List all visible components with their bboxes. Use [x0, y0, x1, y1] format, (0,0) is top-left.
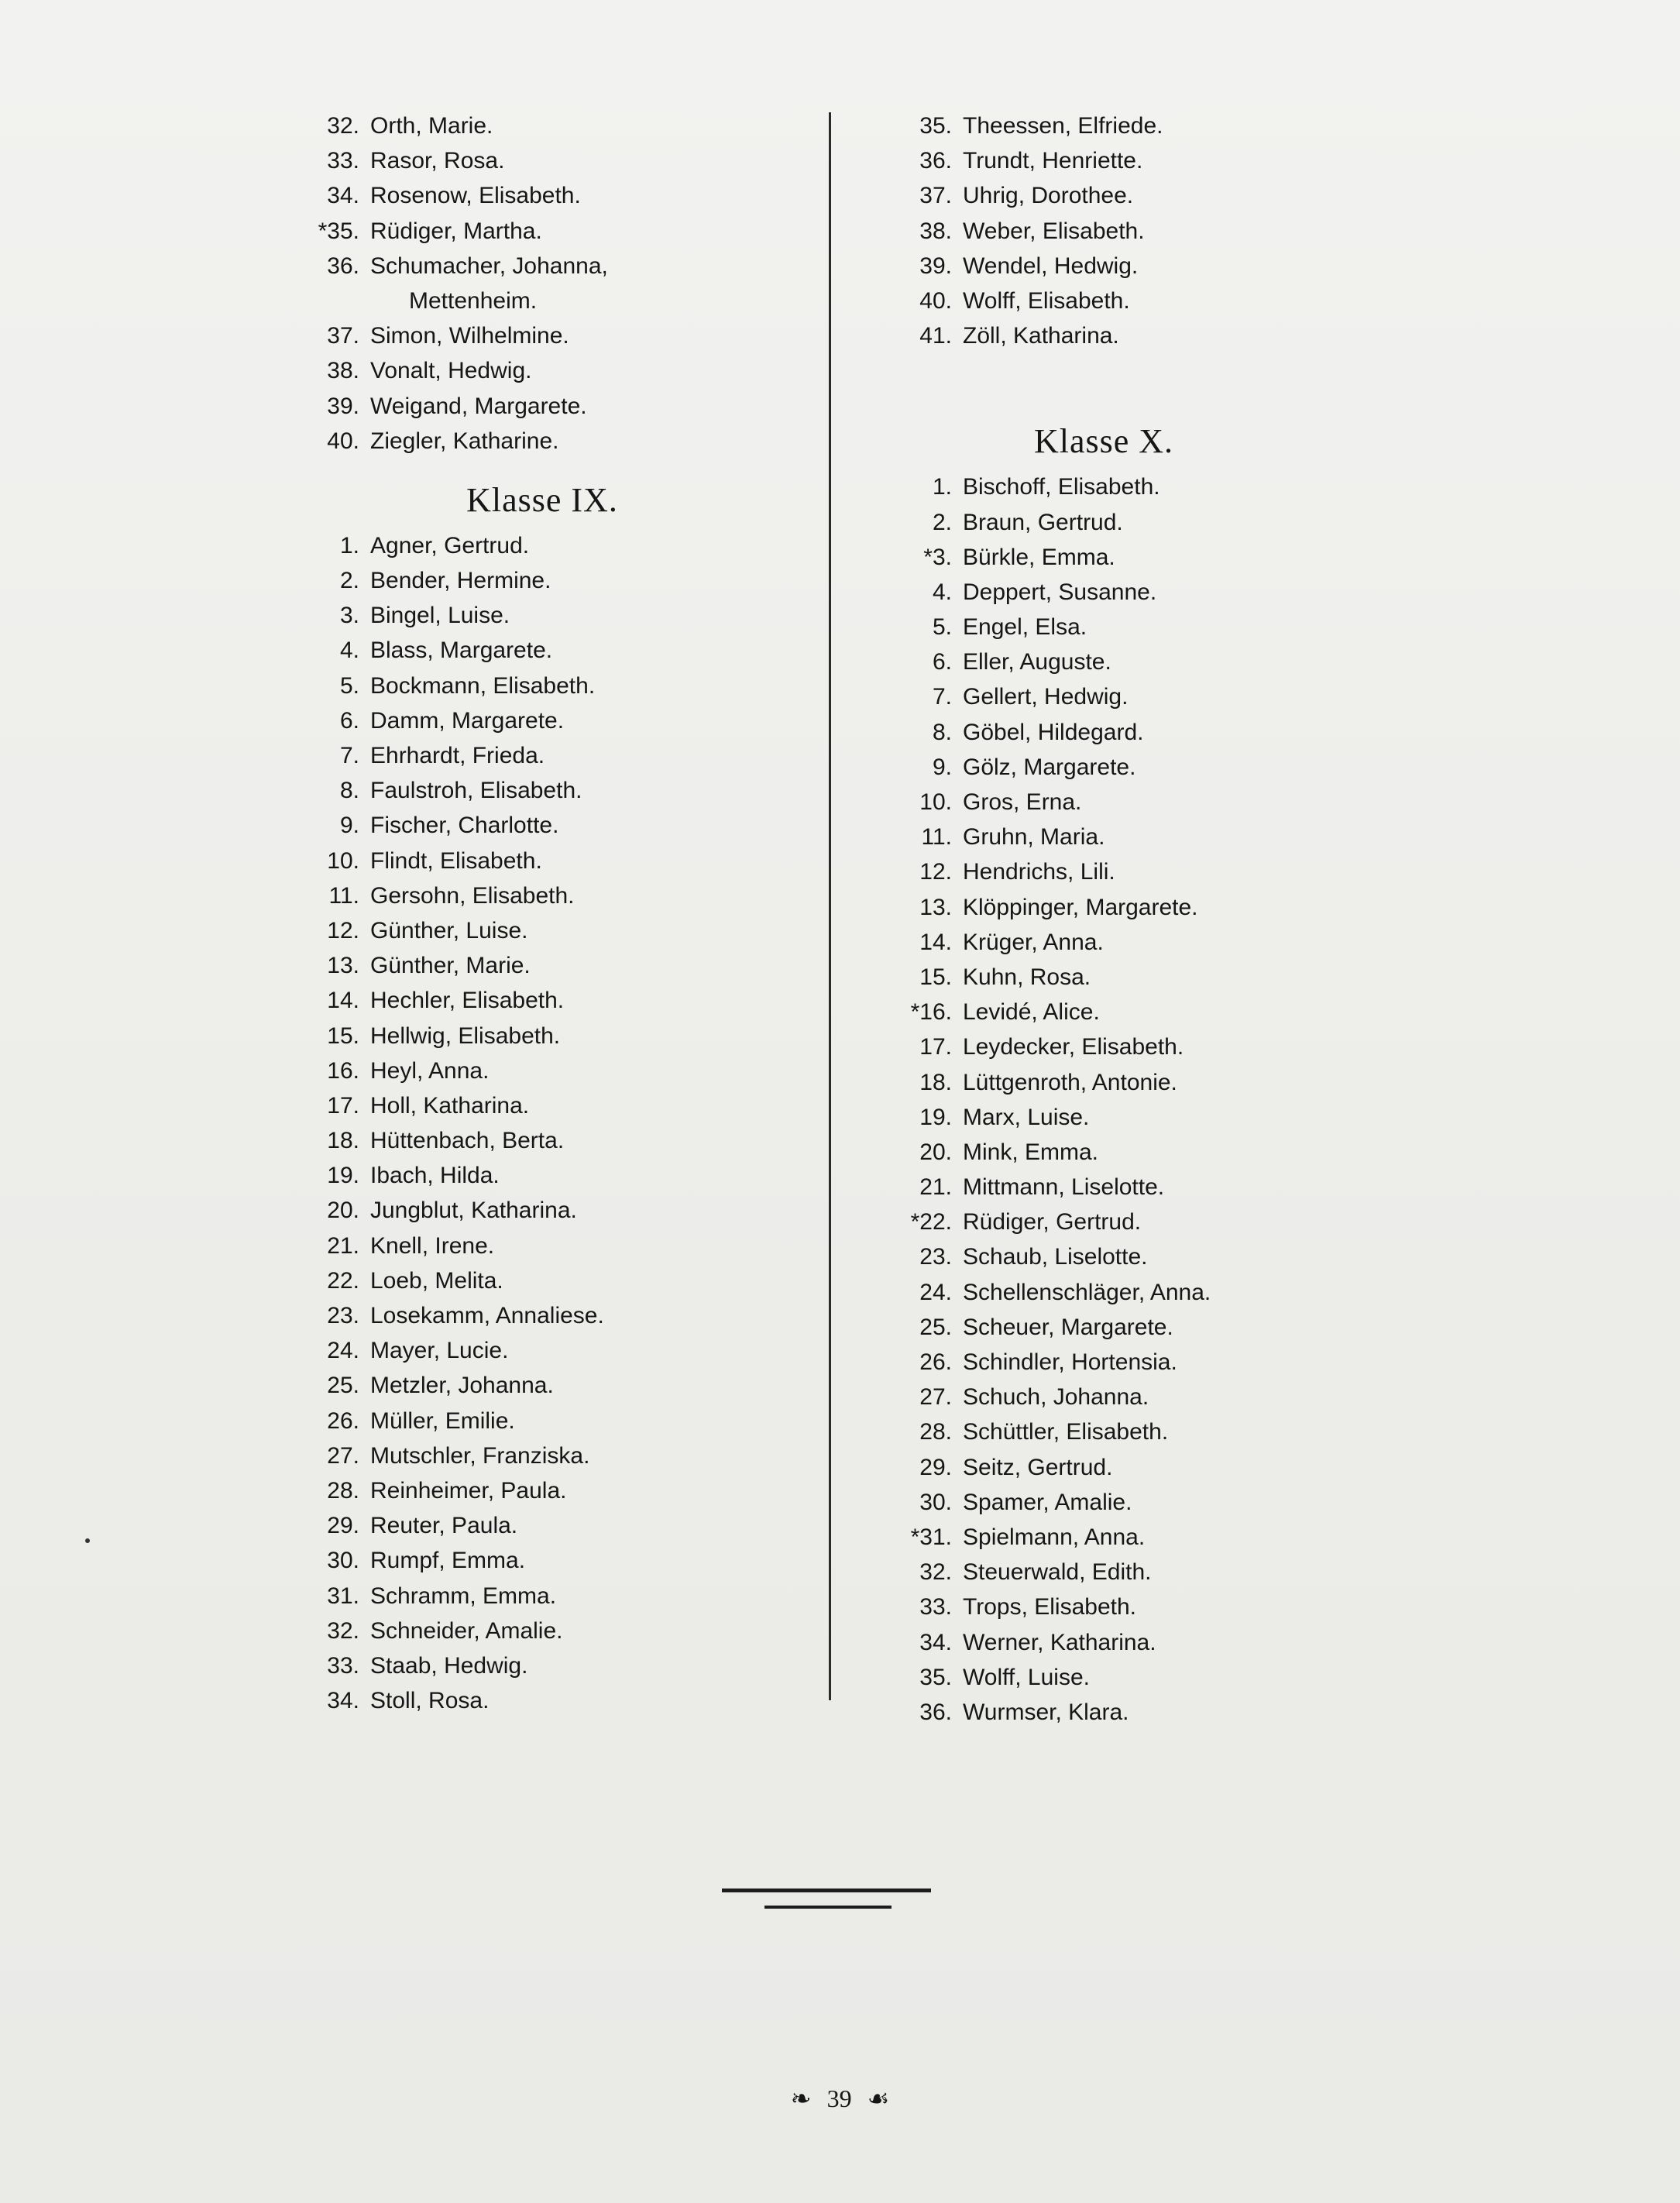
list-item: [310, 528, 705, 563]
list-item: [902, 178, 1251, 213]
list-item: [310, 353, 705, 388]
entry-number: 26.: [327, 1407, 359, 1434]
entry-name: Holl, Katharina.: [370, 1092, 530, 1119]
list-item: [902, 1205, 1251, 1239]
list-item: [902, 1660, 1251, 1695]
entry-number: 24.: [327, 1338, 359, 1364]
entry-number: 20.: [327, 1198, 359, 1224]
entry-name: Hechler, Elisabeth.: [370, 988, 565, 1014]
entry-number: 33.: [919, 1594, 952, 1620]
entry-number: 30.: [919, 1489, 952, 1515]
entry-number: 4.: [339, 638, 359, 664]
list-item: [310, 1019, 705, 1053]
entry-name: Spielmann, Anna.: [963, 1524, 1146, 1550]
entry-name: Hüttenbach, Berta.: [370, 1128, 565, 1154]
entry-number: 2.: [339, 568, 359, 594]
list-item: [902, 1485, 1251, 1520]
list-item: [310, 878, 705, 913]
entry-number: 36.: [919, 1699, 952, 1725]
entry-name: Schramm, Emma.: [370, 1583, 557, 1609]
entry-name: Jungblut, Katharina.: [370, 1198, 577, 1224]
entry-number: 39.: [919, 253, 952, 279]
entry-number: *35.: [318, 218, 359, 244]
list-item: [902, 318, 1251, 353]
entry-number: 27.: [919, 1384, 952, 1411]
list-item: [902, 644, 1251, 679]
entry-name: Vonalt, Hedwig.: [370, 358, 532, 384]
entry-name: Gersohn, Elisabeth.: [370, 882, 575, 909]
list-item: [902, 469, 1251, 504]
list-item: [310, 738, 705, 773]
right-list-top: [902, 108, 1251, 353]
entry-name: Bockmann, Elisabeth.: [370, 672, 596, 699]
list-item: [902, 1625, 1251, 1660]
entry-number: 11.: [328, 882, 359, 909]
entry-number: 18.: [327, 1128, 359, 1154]
list-item: [902, 1450, 1251, 1485]
entry-number: 23.: [919, 1244, 952, 1270]
entry-number: 9.: [339, 813, 359, 839]
list-item: [310, 1229, 705, 1263]
list-item: [310, 1368, 705, 1403]
list-item: [310, 108, 705, 143]
entry-number: 40.: [327, 428, 359, 454]
entry-number: 7.: [932, 684, 952, 710]
entry-number: *16.: [910, 999, 952, 1026]
list-item: [310, 668, 705, 703]
class-ix-heading: Klasse IX.: [466, 480, 618, 519]
entry-number: 17.: [919, 1034, 952, 1060]
entry-number: 32.: [327, 1617, 359, 1644]
entry-number: 15.: [919, 964, 952, 990]
list-item: [310, 1543, 705, 1578]
list-item: [902, 1170, 1251, 1205]
list-item: [310, 844, 705, 878]
list-item: [310, 178, 705, 213]
entry-name: Trundt, Henriette.: [963, 148, 1143, 174]
entry-name: Steuerwald, Edith.: [963, 1559, 1152, 1586]
entry-name: Staab, Hedwig.: [370, 1652, 528, 1679]
entry-name: Deppert, Susanne.: [963, 579, 1157, 605]
ornament-right-icon: ☙: [867, 2084, 890, 2112]
entry-number: 17.: [327, 1092, 359, 1119]
entry-number: 11.: [921, 824, 952, 851]
list-item: [310, 1614, 705, 1648]
entry-name: Mayer, Lucie.: [370, 1338, 509, 1364]
list-item: [902, 249, 1251, 284]
list-item: [310, 983, 705, 1018]
list-item: [310, 598, 705, 633]
entry-number: 8.: [932, 719, 952, 745]
entry-number: 13.: [919, 894, 952, 920]
entry-name: Braun, Gertrud.: [963, 509, 1123, 535]
list-item: [902, 679, 1251, 714]
list-item: [310, 214, 705, 249]
entry-name: Mutschler, Franziska.: [370, 1442, 590, 1469]
entry-number: 14.: [919, 929, 952, 955]
entry-name: Loeb, Melita.: [370, 1267, 503, 1294]
list-item: [902, 610, 1251, 644]
entry-name: Wolff, Elisabeth.: [963, 287, 1130, 314]
entry-name: Gölz, Margarete.: [963, 754, 1136, 780]
entry-name: Rüdiger, Martha.: [370, 218, 542, 244]
list-item: [310, 703, 705, 738]
entry-number: 32.: [327, 113, 359, 139]
entry-number: 34.: [327, 183, 359, 209]
entry-number: 5.: [932, 614, 952, 641]
entry-number: 33.: [327, 148, 359, 174]
list-item: [310, 1158, 705, 1193]
entry-number: 36.: [919, 148, 952, 174]
entry-name: Levidé, Alice.: [963, 999, 1100, 1026]
entry-name: Gruhn, Maria.: [963, 824, 1105, 851]
entry-number: 9.: [932, 754, 952, 780]
list-item: [902, 1239, 1251, 1274]
ink-speck: [85, 1538, 90, 1543]
entry-number: 29.: [919, 1454, 952, 1480]
entry-name: Kuhn, Rosa.: [963, 964, 1091, 990]
entry-name: Weber, Elisabeth.: [963, 218, 1145, 244]
entry-number: 6.: [339, 707, 359, 734]
list-item: [902, 1345, 1251, 1380]
list-item: [310, 913, 705, 948]
entry-number: 16.: [327, 1057, 359, 1084]
list-item: [902, 284, 1251, 318]
list-item: [902, 995, 1251, 1029]
entry-number: 33.: [327, 1652, 359, 1679]
list-item: [310, 1193, 705, 1228]
entry-number: 6.: [932, 649, 952, 675]
entry-number: 23.: [327, 1303, 359, 1328]
list-item: [310, 249, 705, 284]
spacer: [902, 353, 1251, 400]
entry-name: Heyl, Anna.: [370, 1057, 490, 1084]
entry-name: Eller, Auguste.: [963, 649, 1111, 675]
column-divider: [829, 112, 831, 1700]
list-item: [902, 540, 1251, 575]
list-item: [902, 1555, 1251, 1590]
list-item: [902, 1590, 1251, 1624]
entry-number: 32.: [919, 1559, 952, 1586]
entry-name: Agner, Gertrud.: [370, 532, 530, 558]
list-item: [902, 1310, 1251, 1345]
list-item: [902, 505, 1251, 540]
entry-number: 3.: [339, 603, 359, 629]
entry-name: Schaub, Liselotte.: [963, 1244, 1148, 1270]
entry-name: Losekamm, Annaliese.: [370, 1303, 604, 1328]
entry-number: 18.: [919, 1069, 952, 1095]
list-item: [902, 1100, 1251, 1135]
entry-number: 20.: [919, 1139, 952, 1165]
entry-name: Lüttgenroth, Antonie.: [963, 1069, 1177, 1095]
entry-name: Mink, Emma.: [963, 1139, 1099, 1165]
entry-name: Ibach, Hilda.: [370, 1163, 500, 1189]
entry-number: 2.: [932, 509, 952, 535]
entry-number: 30.: [327, 1548, 359, 1574]
entry-name: Rosenow, Elisabeth.: [370, 183, 581, 209]
entry-number: *22.: [910, 1209, 952, 1236]
list-item: [310, 1333, 705, 1368]
list-item: [902, 108, 1251, 143]
list-item: [310, 1579, 705, 1614]
list-item: [902, 854, 1251, 889]
entry-name: Knell, Irene.: [370, 1232, 495, 1259]
entry-name: Schneider, Amalie.: [370, 1617, 563, 1644]
entry-name: Faulstroh, Elisabeth.: [370, 778, 582, 804]
list-item: [310, 1473, 705, 1508]
entry-name: Mettenheim.: [409, 287, 538, 314]
ornament-left-icon: ❧: [790, 2084, 812, 2112]
entry-name: Fischer, Charlotte.: [370, 813, 559, 839]
entry-number: 19.: [327, 1163, 359, 1189]
entry-number: 28.: [327, 1477, 359, 1504]
closing-rule-short: [764, 1906, 892, 1909]
list-item: [310, 143, 705, 178]
entry-name: Metzler, Johanna.: [370, 1373, 554, 1399]
entry-number: 1.: [339, 532, 359, 558]
entry-number: 29.: [327, 1513, 359, 1539]
entry-number: 41.: [919, 323, 952, 349]
list-item: [310, 1683, 705, 1718]
entry-name: Ehrhardt, Frieda.: [370, 743, 545, 768]
entry-number: 25.: [327, 1373, 359, 1399]
entry-name: Trops, Elisabeth.: [963, 1594, 1136, 1620]
entry-name: Reuter, Paula.: [370, 1513, 518, 1539]
left-column: [310, 108, 705, 1718]
entry-number: 37.: [327, 323, 359, 349]
left-list-bottom: [310, 528, 705, 1718]
entry-number: 14.: [327, 988, 359, 1014]
entry-name: Hellwig, Elisabeth.: [370, 1022, 561, 1049]
list-item: [310, 389, 705, 424]
entry-name: Schellenschläger, Anna.: [963, 1279, 1211, 1305]
entry-number: 1.: [932, 474, 952, 500]
list-item: [310, 1404, 705, 1438]
list-item: [902, 820, 1251, 854]
entry-name: Ziegler, Katharine.: [370, 428, 559, 454]
left-list-top: [310, 108, 705, 459]
entry-number: 39.: [327, 393, 359, 419]
list-item: [902, 1520, 1251, 1555]
list-item: [902, 1695, 1251, 1730]
entry-name: Bischoff, Elisabeth.: [963, 474, 1160, 500]
entry-number: 10.: [919, 789, 952, 815]
entry-name: Werner, Katharina.: [963, 1629, 1156, 1655]
entry-name: Müller, Emilie.: [370, 1407, 515, 1434]
entry-name: Bender, Hermine.: [370, 568, 551, 594]
entry-name: Simon, Wilhelmine.: [370, 323, 569, 349]
list-item: [902, 1275, 1251, 1310]
list-item: [310, 1263, 705, 1298]
list-item: [310, 948, 705, 983]
entry-name: Göbel, Hildegard.: [963, 719, 1144, 745]
list-item: [902, 1135, 1251, 1170]
list-item: [310, 424, 705, 459]
entry-name: Spamer, Amalie.: [963, 1489, 1132, 1515]
entry-number: 28.: [919, 1419, 952, 1445]
entry-name: Stoll, Rosa.: [370, 1688, 490, 1714]
entry-name: Damm, Margarete.: [370, 707, 565, 734]
entry-number: 34.: [919, 1629, 952, 1655]
entry-name: Rumpf, Emma.: [370, 1548, 526, 1574]
entry-number: 38.: [327, 358, 359, 384]
list-item: [310, 284, 705, 318]
entry-name: Engel, Elsa.: [963, 614, 1087, 641]
entry-name: Rüdiger, Gertrud.: [963, 1209, 1142, 1236]
entry-number: 12.: [327, 917, 359, 943]
entry-number: 35.: [919, 113, 952, 139]
list-item: [902, 1029, 1251, 1064]
list-item: [310, 1298, 705, 1333]
list-item: [902, 925, 1251, 960]
entry-number: 27.: [327, 1442, 359, 1469]
entry-number: 35.: [919, 1664, 952, 1690]
list-item: [310, 1088, 705, 1123]
entry-number: 21.: [919, 1174, 952, 1201]
entry-number: 15.: [327, 1022, 359, 1049]
entry-name: Flindt, Elisabeth.: [370, 847, 542, 874]
entry-name: Reinheimer, Paula.: [370, 1477, 567, 1504]
entry-name: Uhrig, Dorothee.: [963, 183, 1134, 209]
entry-number: 26.: [919, 1349, 952, 1375]
entry-number: *3.: [923, 544, 952, 570]
entry-number: 38.: [919, 218, 952, 244]
list-item: [310, 1123, 705, 1158]
right-column: [902, 108, 1251, 1730]
list-item: [902, 785, 1251, 820]
entry-name: Weigand, Margarete.: [370, 393, 587, 419]
list-item: [310, 1508, 705, 1543]
entry-name: Gros, Erna.: [963, 789, 1082, 815]
entry-name: Wolff, Luise.: [963, 1664, 1090, 1690]
entry-number: 37.: [919, 183, 952, 209]
list-item: [902, 960, 1251, 995]
entry-name: Schüttler, Elisabeth.: [963, 1419, 1169, 1445]
entry-name: Seitz, Gertrud.: [963, 1454, 1113, 1480]
list-item: [902, 750, 1251, 785]
entry-name: Schuch, Johanna.: [963, 1384, 1149, 1411]
entry-number: *31.: [910, 1524, 952, 1550]
list-item: [310, 318, 705, 353]
entry-number: 21.: [327, 1232, 359, 1259]
list-item: [310, 1648, 705, 1683]
entry-number: 36.: [327, 253, 359, 279]
list-item: [902, 214, 1251, 249]
entry-number: 34.: [327, 1688, 359, 1714]
list-item: [310, 1438, 705, 1473]
entry-number: 8.: [339, 778, 359, 804]
entry-name: Schindler, Hortensia.: [963, 1349, 1177, 1375]
class-x-heading: Klasse X.: [1033, 422, 1174, 461]
entry-name: Gellert, Hedwig.: [963, 684, 1129, 710]
entry-number: 13.: [327, 953, 359, 979]
entry-number: 25.: [919, 1314, 952, 1340]
list-item: [310, 633, 705, 668]
entry-name: Orth, Marie.: [370, 113, 493, 139]
entry-name: Günther, Luise.: [370, 917, 528, 943]
entry-number: 31.: [327, 1583, 359, 1609]
list-item: [902, 143, 1251, 178]
list-item: [902, 715, 1251, 750]
entry-number: 12.: [919, 859, 952, 885]
entry-name: Leydecker, Elisabeth.: [963, 1034, 1184, 1060]
list-item: [902, 1414, 1251, 1449]
entry-name: Klöppinger, Margarete.: [963, 894, 1198, 920]
entry-name: Krüger, Anna.: [963, 929, 1104, 955]
list-item: [310, 808, 705, 843]
list-item: [902, 575, 1251, 610]
entry-name: Blass, Margarete.: [370, 638, 553, 664]
list-item: [902, 1065, 1251, 1100]
entry-number: 22.: [327, 1267, 359, 1294]
entry-number: 4.: [932, 579, 952, 605]
entry-number: 19.: [919, 1104, 952, 1130]
entry-name: Hendrichs, Lili.: [963, 859, 1115, 885]
entry-name: Bingel, Luise.: [370, 603, 510, 629]
page-footer: [0, 2084, 1680, 2113]
entry-number: 10.: [327, 847, 359, 874]
entry-number: 24.: [919, 1279, 952, 1305]
entry-number: 7.: [339, 743, 359, 768]
entry-name: Marx, Luise.: [963, 1104, 1090, 1130]
list-item: [310, 773, 705, 808]
entry-name: Rasor, Rosa.: [370, 148, 505, 174]
entry-name: Wendel, Hedwig.: [963, 253, 1139, 279]
list-item: [310, 563, 705, 598]
entry-name: Theessen, Elfriede.: [963, 113, 1163, 139]
entry-name: Schumacher, Johanna,: [370, 253, 608, 279]
closing-rule-long: [722, 1889, 931, 1892]
entry-name: Scheuer, Margarete.: [963, 1314, 1173, 1340]
list-item: [310, 1053, 705, 1088]
entry-name: Bürkle, Emma.: [963, 544, 1115, 570]
entry-name: Zöll, Katharina.: [963, 323, 1119, 349]
list-item: [902, 1380, 1251, 1414]
entry-number: 5.: [339, 672, 359, 699]
entry-name: Mittmann, Liselotte.: [963, 1174, 1165, 1201]
entry-name: Günther, Marie.: [370, 953, 531, 979]
entry-name: Wurmser, Klara.: [963, 1699, 1129, 1725]
list-item: [902, 890, 1251, 925]
entry-number: 40.: [919, 287, 952, 314]
right-list-bottom: [902, 469, 1251, 1730]
page-number: 39: [826, 2084, 852, 2112]
